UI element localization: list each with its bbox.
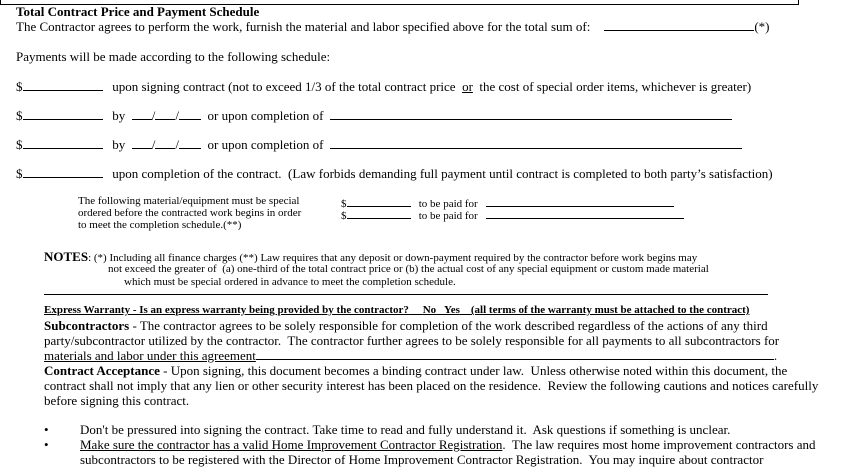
- subcontractors-line-1: Subcontractors - The contractor agrees to be solely responsible for completion of the work described regardless of the actions of any third: [44, 318, 768, 333]
- completion-field-3[interactable]: [330, 137, 742, 149]
- acceptance-line-1: Contract Acceptance - Upon signing, this document becomes a binding contract under law. Unless otherwise noted within this document, the: [44, 363, 788, 378]
- subcontractors-line-3: materials and labor under this agreement .: [44, 348, 778, 363]
- date-month-3[interactable]: [132, 137, 152, 149]
- payment-row-3: $ by / / or upon completion of: [16, 137, 742, 152]
- date-day-3[interactable]: [155, 137, 175, 149]
- date-year-2[interactable]: [179, 108, 201, 120]
- total-sum-field[interactable]: [604, 19, 754, 31]
- bullet-icon: •: [44, 422, 49, 437]
- special-paid-row-1: $ to be paid for: [341, 195, 674, 211]
- special-amount-2[interactable]: [347, 207, 411, 219]
- special-line-1: The following material/equipment must be special: [78, 195, 300, 207]
- special-item-1[interactable]: [486, 195, 674, 207]
- special-line-3: to meet the completion schedule.(**): [78, 219, 242, 231]
- payment-row-4: $ upon completion of the contract. (Law forbids demanding full payment until contract is completed to both party’s satisfaction): [16, 166, 773, 181]
- payment-intro: The Contractor agrees to perform the work, furnish the material and labor specified above for the total sum of: (*): [16, 19, 770, 34]
- special-line-2: ordered before the contracted work begins in order: [78, 207, 302, 219]
- completion-field-2[interactable]: [330, 108, 732, 120]
- special-item-2[interactable]: [486, 207, 684, 219]
- caution-item-2-line-2: subcontractors to be registered with the Director of Home Improvement Contractor Registration. You may inquire about contractor: [80, 452, 764, 467]
- special-amount-1[interactable]: [347, 195, 411, 207]
- subcontractors-materials-field[interactable]: [256, 348, 774, 360]
- date-day-2[interactable]: [155, 108, 175, 120]
- payment-heading: Total Contract Price and Payment Schedule: [16, 4, 260, 19]
- acceptance-line-3: before signing this contract.: [44, 393, 190, 408]
- amount-field-4[interactable]: [23, 166, 103, 178]
- warranty-yes-option[interactable]: Yes: [443, 304, 460, 316]
- amount-field-2[interactable]: [23, 108, 103, 120]
- notes-line-1: NOTES: (*) Including all finance charges (**) Law requires that any deposit or down-payment required by the contractor before work begins may: [44, 249, 698, 264]
- payment-row-2: $ by / / or upon completion of: [16, 108, 732, 123]
- amount-field-1[interactable]: [23, 79, 103, 91]
- subcontractors-line-2: party/subcontractor utilized by the contractor. The contractor further agrees to be solely responsible for all payments to all subcontractors for: [44, 333, 780, 348]
- caution-item-2: Make sure the contractor has a valid Home Improvement Contractor Registration. The law requires most home improvement contractors and: [80, 437, 816, 452]
- special-paid-row-2: $ to be paid for: [341, 207, 684, 223]
- section-divider: [44, 294, 768, 295]
- schedule-intro: Payments will be made according to the following schedule:: [16, 49, 331, 64]
- amount-field-3[interactable]: [23, 137, 103, 149]
- caution-item-1: Don't be pressured into signing the contract. Take time to read and fully understand it. Ask questions if something is unclear.: [80, 422, 731, 437]
- notes-line-3: which must be special ordered in advance to meet the completion schedule.: [124, 276, 456, 288]
- payment-row-1: $ upon signing contract (not to exceed 1/3 of the total contract price or the cost of special order items, whichever is greater): [16, 79, 752, 94]
- date-year-3[interactable]: [179, 137, 201, 149]
- warranty-no-option[interactable]: No: [422, 304, 437, 316]
- notes-line-2: not exceed the greater of (a) one-third of the total contract price or (b) the actual cost of any special equipment or custom made material: [108, 263, 709, 275]
- warranty-line: Express Warranty - Is an express warranty being provided by the contractor? No Yes (all terms of the warranty must be attached to the contract): [44, 304, 750, 316]
- bullet-icon: •: [44, 437, 49, 452]
- date-month-2[interactable]: [132, 108, 152, 120]
- acceptance-line-2: contract shall not imply that any lien or other security interest has been placed on the residence. Review the following cautions and notices carefully: [44, 378, 819, 393]
